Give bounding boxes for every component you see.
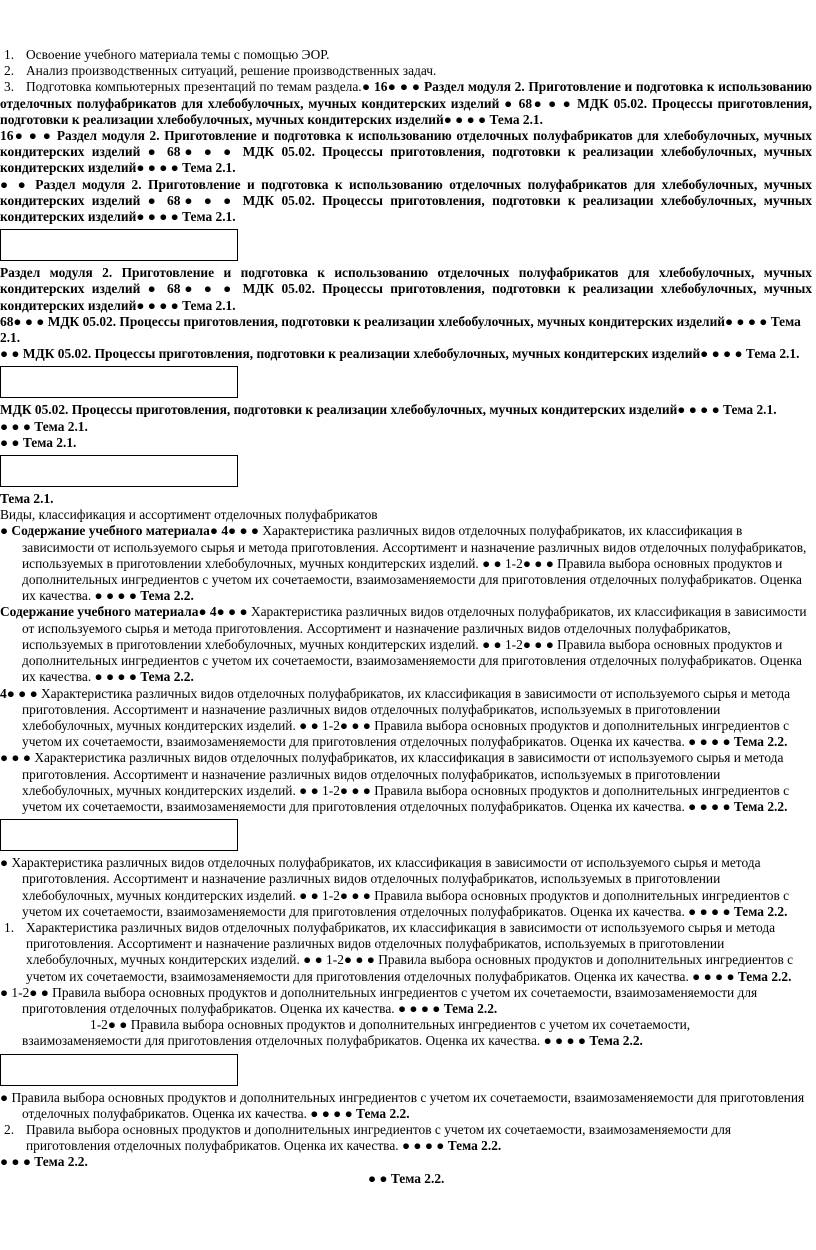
- empty-frame: [0, 1054, 238, 1086]
- rules-text: Правила выбора основных продуктов и дополнительных ингредиентов с учетом их сочетаемости, взаимозаменяемости для приготовления отделочных полуфабрикатов. Оценка их качества.: [26, 1121, 732, 1154]
- hours-marker: 1-2● ●: [90, 1017, 131, 1033]
- content-paragraph: [0, 523, 812, 604]
- rules-text: Правила выбора основных продуктов и дополнительных ингредиентов с учетом их сочетаемости, взаимозаменяемости для приготовления отделочных полуфабрикатов. Оценка их качества.: [22, 1017, 691, 1049]
- empty-frame: [0, 229, 238, 261]
- section-heading: ● ● МДК 05.02. Процессы приготовления, подготовки к реализации хлебобулочных, мучных кондитерских изделий● ● ● ● Тема 2.1.: [0, 346, 800, 362]
- hours-marker: ● ● 1-2● ● ●: [478, 555, 558, 571]
- document-body: [0, 47, 812, 1187]
- content-paragraph: [0, 604, 812, 685]
- bullet-marker: ● ● ● ●: [398, 1138, 448, 1154]
- characteristics-text: Характеристика различных видов отделочных полуфабрикатов, их классификация в зависимости от используемого сырья и метода приготовления. Ассортимент и назначение различных видов отделочных полуфабрикатов, используемых в приготовлении хлебобулочных, мучных кондитерских изделий.: [11, 855, 761, 903]
- topic-ref: ● ● Тема 2.2.: [368, 1170, 445, 1186]
- section-heading: ● ● Тема 2.1.: [0, 434, 77, 450]
- bullet-marker: ● ● ● ●: [306, 1105, 357, 1121]
- rules-text: Правила выбора основных продуктов и дополнительных ингредиентов с учетом их сочетаемости, взаимозаменяемости для приготовления отделочных полуфабрикатов. Оценка их качества.: [22, 782, 790, 814]
- list-number: 1.: [4, 47, 15, 62]
- section-heading: МДК 05.02. Процессы приготовления, подготовки к реализации хлебобулочных, мучных кондитерских изделий● ● ● ● Тема 2.1.: [0, 402, 777, 418]
- hours-marker: 4● ● ●: [209, 604, 251, 620]
- rules-text: Правила выбора основных продуктов и дополнительных ингредиентов с учетом их сочетаемости, взаимозаменяемости для приготовления отделочных полуфабрикатов. Оценка их качества.: [22, 717, 790, 750]
- topic-ref: Тема 2.2.: [733, 734, 788, 750]
- rules-text: Правила выбора основных продуктов и дополнительных ингредиентов с учетом их сочетаемости, взаимозаменяемости для приготовления отделочных полуфабрикатов. Оценка их качества.: [22, 636, 802, 685]
- section-heading: ● 16● ● ● Раздел модуля 2. Приготовление и подготовка к использованию отделочных полуфабрикатов для хлебобулочных, мучных кондитерских изделий ● 68● ● ● МДК 05.02. Процессы приготовления, подготовки к реализации хлебобулочных, мучных кондитерских изделий● ● ● ● Тема 2.1.: [0, 79, 812, 127]
- hours-marker: ● ● 1-2● ● ●: [295, 782, 375, 798]
- content-label: Содержание учебного материала●: [0, 604, 210, 620]
- bullet-marker: ● ● ● ●: [684, 903, 734, 919]
- hours-marker: ● ● 1-2● ● ●: [295, 717, 375, 733]
- topic-ref: Тема 2.2.: [443, 1000, 498, 1016]
- characteristics-text: Характеристика различных видов отделочных полуфабрикатов, их классификация в зависимости от используемого сырья и метода приготовления. Ассортимент и назначение различных видов отделочных полуфабрикатов, используемых в приготовлении хлебобулочных, мучных кондитерских изделий.: [22, 685, 791, 733]
- hours-marker: ● ● ●: [0, 750, 35, 766]
- content-paragraph: [0, 985, 812, 1017]
- rules-text: Правила выбора основных продуктов и дополнительных ингредиентов с учетом их сочетаемости, взаимозаменяемости для приготовления отделочных полуфабрикатов. Оценка их качества.: [22, 887, 790, 919]
- rules-text: Правила выбора основных продуктов и дополнительных ингредиентов с учетом их сочетаемости, взаимозаменяемости для приготовления отделочных полуфабрикатов. Оценка их качества.: [26, 952, 794, 984]
- bullet-marker: ● ● ● ●: [91, 669, 141, 685]
- topic-subtitle: Виды, классификация и ассортимент отделочных полуфабрикатов: [0, 507, 378, 523]
- topic-ref: Тема 2.2.: [140, 588, 194, 604]
- list-text: Подготовка компьютерных презентаций по темам раздела.: [26, 79, 362, 95]
- topic-ref: Тема 2.2.: [737, 968, 792, 984]
- topic-ref: Тема 2.2.: [447, 1138, 502, 1154]
- content-paragraph: [0, 1017, 812, 1049]
- hours-marker: ● ● 1-2● ● ●: [299, 952, 379, 968]
- empty-frame: [0, 819, 238, 851]
- content-paragraph: [0, 1090, 812, 1122]
- list-text: Анализ производственных ситуаций, решение производственных задач.: [26, 63, 437, 79]
- content-paragraph: [0, 855, 812, 920]
- list-number: 2.: [4, 63, 15, 79]
- characteristics-text: Характеристика различных видов отделочных полуфабрикатов, их классификация в зависимости от используемого сырья и метода приготовления. Ассортимент и назначение различных видов отделочных полуфабрикатов, используемых в приготовлении хлебобулочных, мучных кондитерских изделий.: [26, 919, 776, 968]
- characteristics-text: Характеристика различных видов отделочных полуфабрикатов, их классификация в зависимости от используемого сырья и метода приготовления. Ассортимент и назначение различных видов отделочных полуфабрикатов, используемых в приготовлении хлебобулочных, мучных кондитерских изделий.: [22, 604, 807, 652]
- bullet-marker: ● ● ● ●: [394, 1000, 444, 1016]
- content-label: ● Содержание учебного материала●: [0, 523, 222, 539]
- list-number: 1.: [4, 919, 15, 935]
- list-number: 3.: [4, 79, 15, 95]
- rules-text: Правила выбора основных продуктов и дополнительных ингредиентов с учетом их сочетаемости, взаимозаменяемости для приготовления отделочных полуфабрикатов. Оценка их качества.: [22, 984, 758, 1016]
- topic-ref: Тема 2.2.: [356, 1105, 410, 1121]
- topic-ref: Тема 2.2.: [589, 1033, 643, 1049]
- topic-ref: Тема 2.2.: [733, 798, 788, 814]
- topic-ref: ● ● ● Тема 2.2.: [0, 1154, 88, 1170]
- list-number: 2.: [4, 1121, 15, 1137]
- rules-text: Правила выбора основных продуктов и дополнительных ингредиентов с учетом их сочетаемости, взаимозаменяемости для приготовления отделочных полуфабрикатов. Оценка их качества.: [11, 1089, 805, 1121]
- list-item: [0, 47, 812, 63]
- section-heading: 68● ● ● МДК 05.02. Процессы приготовления, подготовки к реализации хлебобулочных, мучных кондитерских изделий● ● ● ● Тема 2.1.: [0, 313, 801, 346]
- bullet-marker: ●: [0, 855, 12, 871]
- section-heading: ● ● Раздел модуля 2. Приготовление и подготовка к использованию отделочных полуфабрикатов для хлебобулочных, мучных кондитерских изделий ● 68● ● ● МДК 05.02. Процессы приготовления, подготовки к реализации хлебобулочных, мучных кондитерских изделий● ● ● ● Тема 2.1.: [0, 176, 812, 225]
- bullet-marker: ●: [0, 1089, 12, 1105]
- list-item: [0, 1122, 812, 1154]
- empty-frame: [0, 366, 238, 398]
- hours-marker: ● 1-2● ●: [0, 984, 53, 1000]
- bullet-marker: ● ● ● ●: [684, 798, 734, 814]
- bullet-marker: ● ● ● ●: [684, 734, 734, 750]
- hours-marker: ● ● 1-2● ● ●: [295, 887, 375, 903]
- characteristics-text: Характеристика различных видов отделочных полуфабрикатов, их классификация в зависимости от используемого сырья и метода приготовления. Ассортимент и назначение различных видов отделочных полуфабрикатов, используемых в приготовлении хлебобулочных, мучных кондитерских изделий.: [22, 523, 807, 571]
- topic-title: Тема 2.1.: [0, 491, 54, 507]
- hours-marker: 4● ● ●: [221, 523, 263, 539]
- topic-ref: Тема 2.2.: [733, 903, 788, 919]
- content-paragraph: [0, 686, 812, 751]
- topic-ref: Тема 2.2.: [140, 669, 194, 685]
- content-paragraph: [0, 750, 812, 815]
- list-text: Освоение учебного материала темы с помощью ЭОР.: [26, 47, 330, 62]
- section-heading: ● ● ● Тема 2.1.: [0, 418, 88, 434]
- rules-text: Правила выбора основных продуктов и дополнительных ингредиентов с учетом их сочетаемости, взаимозаменяемости для приготовления отделочных полуфабрикатов. Оценка их качества.: [22, 555, 802, 604]
- characteristics-text: Характеристика различных видов отделочных полуфабрикатов, их классификация в зависимости от используемого сырья и метода приготовления. Ассортимент и назначение различных видов отделочных полуфабрикатов, используемых в приготовлении хлебобулочных, мучных кондитерских изделий.: [22, 750, 784, 798]
- list-item: [0, 79, 812, 128]
- bullet-marker: ● ● ● ●: [540, 1033, 590, 1049]
- section-heading: Раздел модуля 2. Приготовление и подготовка к использованию отделочных полуфабрикатов для хлебобулочных, мучных кондитерских изделий ● 68● ● ● МДК 05.02. Процессы приготовления, подготовки к реализации хлебобулочных, мучных кондитерских изделий● ● ● ● Тема 2.1.: [0, 265, 812, 313]
- bullet-marker: ● ● ● ●: [91, 588, 141, 604]
- empty-frame: [0, 455, 238, 487]
- section-heading: 16● ● ● Раздел модуля 2. Приготовление и подготовка к использованию отделочных полуфабрикатов для хлебобулочных, мучных кондитерских изделий ● 68● ● ● МДК 05.02. Процессы приготовления, подготовки к реализации хлебобулочных, мучных кондитерских изделий● ● ● ● Тема 2.1.: [0, 128, 812, 176]
- hours-marker: 4● ● ●: [0, 685, 42, 701]
- bullet-marker: ● ● ● ●: [688, 968, 738, 984]
- list-item: [0, 63, 812, 79]
- list-item: [0, 920, 812, 985]
- hours-marker: ● ● 1-2● ● ●: [478, 636, 558, 652]
